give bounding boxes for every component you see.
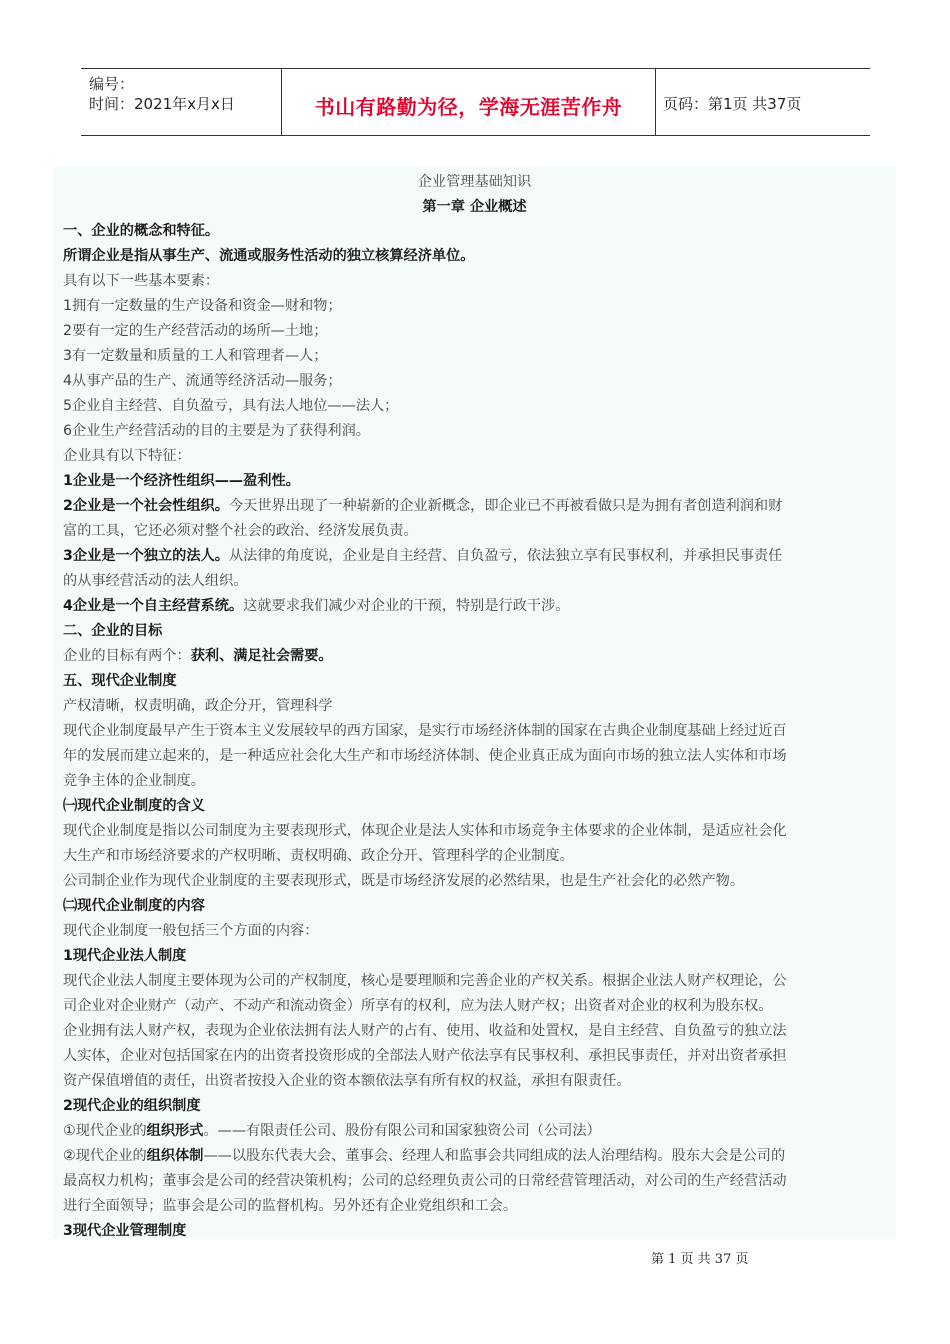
goal-lead: 企业的目标有两个： <box>63 648 191 664</box>
text-span: ①现代企业的 <box>63 1123 147 1139</box>
paragraph-line: 现代企业制度一般包括三个方面的内容： <box>63 923 319 939</box>
subsection-heading: 2现代企业的组织制度 <box>63 1098 201 1114</box>
feature-text: 今天世界出现了一种崭新的企业新概念，即企业已不再被看做只是为拥有者创造利润和财 <box>228 498 783 514</box>
feature-label: 2企业是一个社会性组织。 <box>63 498 229 514</box>
paragraph-line: 企业具有以下特征： <box>63 448 191 464</box>
chapter-heading: 第一章 企业概述 <box>422 199 527 215</box>
paragraph-line: 大生产和市场经济要求的产权明晰、责权明确、政企分开、管理科学的企业制度。 <box>63 848 574 864</box>
paragraph-line: 富的工具，它还必须对整个社会的政治、经济发展负责。 <box>63 523 418 539</box>
date-label: 时间：2021年x月x日 <box>89 95 235 113</box>
text-span: 。——有限责任公司、股份有限公司和国家独资公司（公司法） <box>203 1123 601 1139</box>
feature-label: 4企业是一个自主经营系统。 <box>63 598 244 614</box>
emphasis-text: 组织形式 <box>146 1123 204 1139</box>
feature-text: 这就要求我们减少对企业的干预，特别是行政干涉。 <box>243 598 570 614</box>
list-item: 1拥有一定数量的生产设备和资金—财和物； <box>63 298 342 314</box>
paragraph-line: 进行全面领导；监事会是公司的监督机构。另外还有企业党组织和工会。 <box>63 1198 518 1214</box>
section-heading: 一、企业的概念和特征。 <box>63 223 220 239</box>
paragraph-line: 竞争主体的企业制度。 <box>63 773 205 789</box>
page-footer: 第 1 页 共 37 页 <box>651 1252 749 1267</box>
feature-item: 1企业是一个经济性组织——盈利性。 <box>63 473 300 489</box>
paragraph-line <box>63 1122 601 1140</box>
motto-text: 书山有路勤为径，学海无涯苦作舟 <box>314 95 623 119</box>
list-item: 6企业生产经营活动的目的主要是为了获得利润。 <box>63 423 370 439</box>
paragraph-line: 现代企业制度是指以公司制度为主要表现形式，体现企业是法人实体和市场竞争主体要求的企业体制，是适应社会化 <box>63 823 787 839</box>
header-left-cell <box>81 69 281 135</box>
text-span: ——以股东代表大会、董事会、经理人和监事会共同组成的法人治理结构。股东大会是公司的 <box>203 1148 786 1164</box>
paragraph-line: 人实体，企业对包括国家在内的出资者投资形成的全部法人财产依法享有民事权利、承担民事责任，并对出资者承担 <box>63 1048 787 1064</box>
paragraph-line: 企业拥有法人财产权，表现为企业依法拥有法人财产的占有、使用、收益和处置权，是自主经营、自负盈亏的独立法 <box>63 1023 787 1039</box>
section-heading: 二、企业的目标 <box>63 623 163 639</box>
paragraph-line: 资产保值增值的责任，出资者按投入企业的资本额依法享有所有权的权益，承担有限责任。 <box>63 1073 631 1089</box>
paragraph-line: 最高权力机构；董事会是公司的经营决策机构；公司的总经理负责公司的日常经营管理活动，对公司的生产经营活动 <box>63 1173 787 1189</box>
subsection-heading: 3现代企业管理制度 <box>63 1223 187 1239</box>
text-span: ②现代企业的 <box>63 1148 147 1164</box>
definition-text: 所谓企业是指从事生产、流通或服务性活动的独立核算经济单位。 <box>63 248 475 264</box>
paragraph-line: 司企业对企业财产（动产、不动产和流动资金）所享有的权利，应为法人财产权；出资者对企业的权利为股东权。 <box>63 998 773 1014</box>
subsection-heading: ㈡现代企业制度的内容 <box>63 898 205 914</box>
emphasis-text: 组织体制 <box>146 1148 204 1164</box>
section-heading: 五、现代企业制度 <box>63 673 177 689</box>
header-right-cell <box>655 69 870 135</box>
feature-item <box>63 547 782 565</box>
paragraph-line <box>63 1147 785 1165</box>
document-title: 企业管理基础知识 <box>417 174 532 190</box>
goal-text: 获利、满足社会需要。 <box>190 648 333 664</box>
paragraph-line: 年的发展而建立起来的，是一种适应社会化大生产和市场经济体制、使企业真正成为面向市场的独立法人实体和市场 <box>63 748 787 764</box>
list-item: 2要有一定的生产经营活动的场所—土地； <box>63 323 328 339</box>
feature-item <box>63 497 782 515</box>
subsection-heading: ㈠现代企业制度的含义 <box>63 798 205 814</box>
page-info: 页码：第1页 共37页 <box>663 95 802 113</box>
number-label: 编号： <box>89 75 135 93</box>
document-body <box>53 166 896 1238</box>
paragraph-line: 具有以下一些基本要素： <box>63 273 220 289</box>
list-item: 5企业自主经营、自负盈亏，具有法人地位——法人； <box>63 398 399 414</box>
feature-label: 3企业是一个独立的法人。 <box>63 548 229 564</box>
list-item: 4从事产品的生产、流通等经济活动—服务； <box>63 373 342 389</box>
subsection-heading: 1现代企业法人制度 <box>63 948 187 964</box>
feature-text: 从法律的角度说，企业是自主经营、自负盈亏，依法独立享有民事权利，并承担民事责任 <box>228 548 783 564</box>
header-center-cell <box>281 69 656 135</box>
paragraph-line: 的从事经营活动的法人组织。 <box>63 573 248 589</box>
paragraph-line: 产权清晰，权责明确，政企分开，管理科学 <box>63 698 333 714</box>
list-item: 3有一定数量和质量的工人和管理者—人； <box>63 348 328 364</box>
paragraph-line: 公司制企业作为现代企业制度的主要表现形式，既是市场经济发展的必然结果，也是生产社会化的必然产物。 <box>63 873 745 889</box>
paragraph-line <box>63 647 333 665</box>
paragraph-line: 现代企业制度最早产生于资本主义发展较早的西方国家，是实行市场经济体制的国家在古典企业制度基础上经过近百 <box>63 723 787 739</box>
paragraph-line: 现代企业法人制度主要体现为公司的产权制度，核心是要理顺和完善企业的产权关系。根据企业法人财产权理论，公 <box>63 973 787 989</box>
header-table <box>81 68 870 136</box>
feature-item <box>63 597 569 615</box>
